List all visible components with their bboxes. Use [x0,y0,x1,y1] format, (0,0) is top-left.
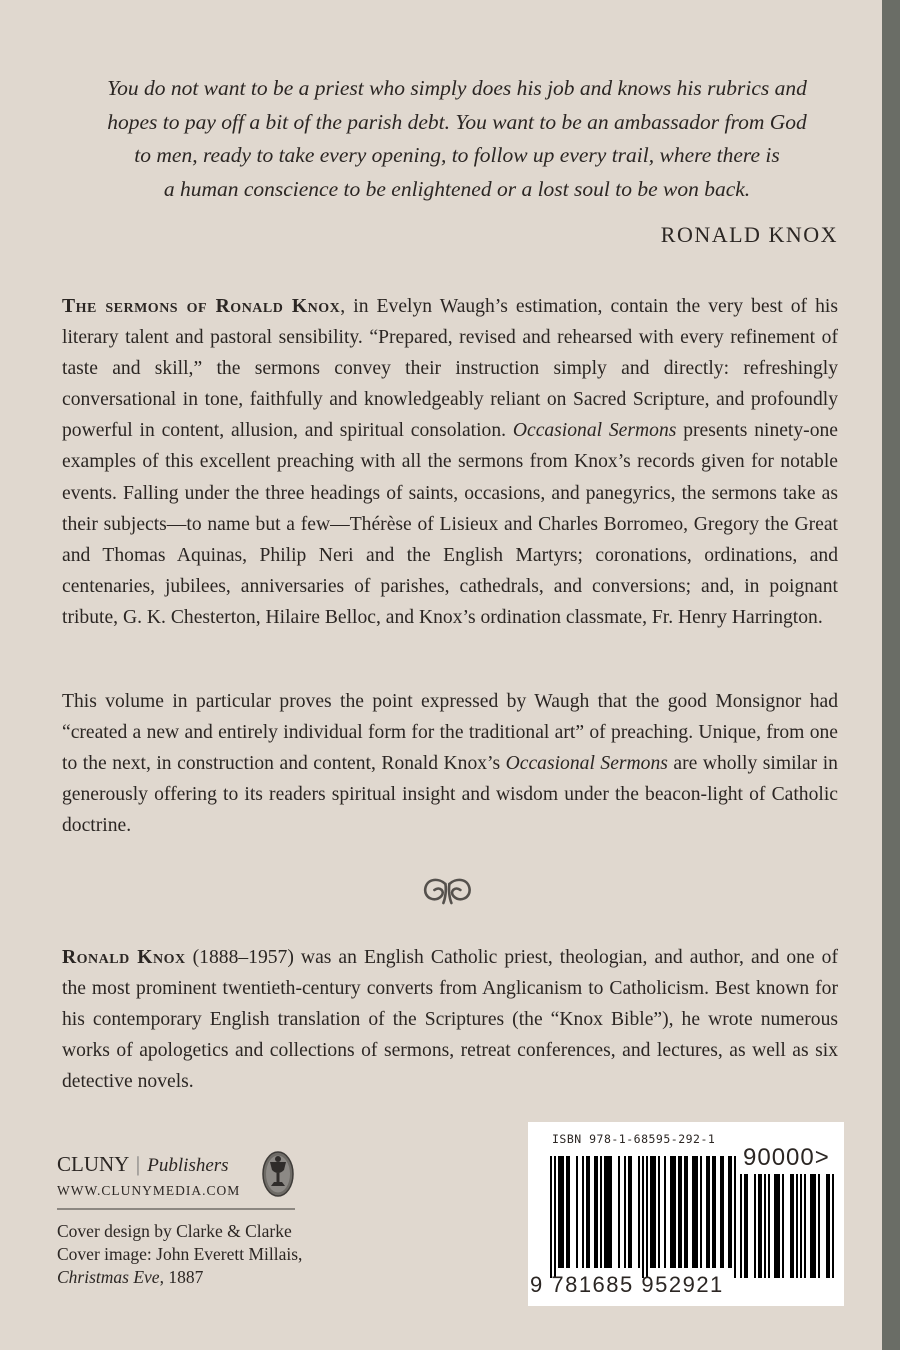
barcode-bar [818,1174,820,1278]
barcode-bar [560,1156,562,1268]
barcode-bar [650,1156,652,1268]
description-text: presents ninety-one examples of this excellent preaching with all the sermons from Knox’s records given for notable events. Falling under the three headings of saints, occasions, and panegyrics, the sermons take as their subjects—to name but a few—Thérèse of Lisieux and Charles Borromeo, Gregory the Great and Thomas Aquinas, Philip Neri and the English Martyrs; coronations, ordinations, and centenaries, jubilees, anniversaries of parishes, cathedrals, and conversions; and, in poignant tribute, G. K. Chesterton, Hilaire Belloc, and Knox’s ordination classmate, Fr. Henry Harrington. [62,420,838,628]
barcode-bar [594,1156,596,1268]
barcode-bar [746,1174,748,1278]
book-title: Occasional Sermons [512,420,677,442]
credit-image-year: , 1887 [159,1267,204,1287]
barcode-bar [720,1156,722,1268]
barcode-bar [706,1156,708,1268]
barcode-bar [826,1174,828,1278]
publisher-divider [57,1208,295,1210]
barcode-bar [714,1156,716,1268]
barcode-bar [740,1174,742,1278]
barcode-bar [722,1156,724,1268]
barcode-bar [754,1174,756,1278]
barcode-bar [814,1174,816,1278]
barcode-bar [778,1174,780,1278]
barcode-bar [554,1156,556,1278]
barcode-bar [764,1174,766,1278]
barcode-bar [694,1156,696,1268]
ean-digits: 9 781685 952921 [530,1272,724,1297]
publisher-suffix: Publishers [147,1155,229,1176]
barcode-bar [686,1156,688,1268]
barcode-bar [608,1156,610,1268]
barcode-bar [664,1156,666,1268]
barcode-bar [700,1156,702,1268]
barcode-bar [624,1156,626,1268]
barcode-bar [678,1156,680,1268]
publisher-wordmark: CLUNY [57,1152,129,1176]
barcode-bar [630,1156,632,1268]
publisher-url: WWW.CLUNYMEDIA.COM [57,1183,241,1198]
barcode-bar [558,1156,560,1268]
barcode-bar [586,1156,588,1268]
barcode-bar [728,1156,730,1268]
barcode-bar [674,1156,676,1268]
description-text: are wholly similar in generously offering to its readers spiritual insight and wisdom under the beacon-light of Catholic doctrine. [62,753,838,837]
barcode-bar [550,1156,552,1278]
barcode-bar [566,1156,568,1268]
barcode-bar [796,1174,798,1278]
bio-text: (1888–1957) was an English Catholic priest, theologian, and author, and one of the most prominent twentieth-century converts from Anglicanism to Catholicism. Best known for his contemporary English translation of the Scriptures (the “Knox Bible”), he wrote numerous works of apologetics and collections of sermons, retreat conferences, and lectures, as well as six detective novels. [62,947,838,1093]
barcode-bar [760,1174,762,1278]
credit-image-title-line [57,1266,302,1289]
chalice-logo-icon [261,1150,295,1198]
barcode-bar [582,1156,584,1268]
description-text: This volume in particular proves the point expressed by Waugh that the good Monsignor had “created a new and entirely individual form for the traditional art” of preaching. Unique, from one to the next, in construction and content, Ronald Knox’s [62,691,838,775]
barcode-bar [804,1174,806,1278]
barcode-bar [672,1156,674,1268]
barcode-bar [638,1156,640,1268]
book-title: Occasional Sermons [505,753,668,775]
ean-barcode [550,1156,736,1278]
credit-design: Cover design by Clarke & Clarke [57,1221,292,1241]
barcode-bar [568,1156,570,1268]
description-lead: The sermons of Ronald Knox [62,296,341,317]
barcode-bar [610,1156,612,1268]
barcode-bar [734,1156,736,1278]
barcode-bar [628,1156,630,1268]
epigraph-line: a human conscience to be enlightened or a lost soul to be won back. [163,176,751,201]
description-paragraph-2 [62,686,838,841]
epigraph-line: to men, ready to take every opening, to follow up every trail, where there is [134,143,780,167]
fleuron-ornament-icon [421,876,473,906]
price-code: 90000> [743,1144,830,1171]
barcode-bar [604,1156,606,1268]
barcode-bar [654,1156,656,1268]
barcode-bar [684,1156,686,1268]
barcode-bar [790,1174,792,1278]
barcode-bar [562,1156,564,1268]
isbn-label: ISBN 978-1-68595-292-1 [552,1132,716,1146]
epigraph-attribution: RONALD KNOX [660,222,838,247]
barcode-bar [776,1174,778,1278]
barcode-bar [692,1156,694,1268]
barcode-bar [670,1156,672,1268]
barcode-bar [588,1156,590,1268]
barcode-bar [712,1156,714,1268]
addon-barcode [738,1174,834,1278]
barcode-panel [528,1122,844,1306]
barcode-bar [744,1174,746,1278]
barcode-bar [646,1156,648,1278]
credit-image-title: Christmas Eve [57,1267,160,1287]
barcode-bar [828,1174,830,1278]
publisher-separator: | [135,1152,141,1176]
barcode-bar [642,1156,644,1278]
credit-image: Cover image: John Everett Millais, [57,1244,303,1264]
epigraph-line: You do not want to be a priest who simply does his job and knows his rubrics and [107,76,807,100]
barcode-bar [576,1156,578,1268]
barcode-bar [600,1156,602,1268]
barcode-bar [812,1174,814,1278]
barcode-bar [680,1156,682,1268]
barcode-bar [652,1156,654,1268]
barcode-bar [708,1156,710,1268]
barcode-bar [792,1174,794,1278]
barcode-bar [658,1156,660,1268]
author-bio [62,942,838,1097]
epigraph [62,72,852,206]
barcode-bar [810,1174,812,1278]
barcode-bar [758,1174,760,1278]
barcode-bar [696,1156,698,1268]
barcode-bar [768,1174,770,1278]
barcode-bar [618,1156,620,1268]
description-paragraph-1 [62,291,838,633]
epigraph-line: hopes to pay off a bit of the parish debt. You want to be an ambassador from God [107,109,807,134]
barcode-bar [774,1174,776,1278]
barcode-bar [782,1174,784,1278]
spine-strip [882,0,900,1350]
barcode-bar [606,1156,608,1268]
description-text: , in Evelyn Waugh’s estimation, contain the very best of his literary talent and pastoral sensibility. “Prepared, revised and rehearsed with every refinement of taste and skill,” the sermons convey their instruction simply and directly: refreshingly conversational in tone, faithfully and knowledgeably reliant on Sacred Scripture, and profoundly powerful in content, allusion, and spiritual consolation. [62,296,838,442]
cover-credits [57,1220,302,1289]
barcode-bar [730,1156,732,1268]
bio-lead: Ronald Knox [62,947,186,968]
barcode-bar [800,1174,802,1278]
barcode-bar [596,1156,598,1268]
barcode-bar [832,1174,834,1278]
